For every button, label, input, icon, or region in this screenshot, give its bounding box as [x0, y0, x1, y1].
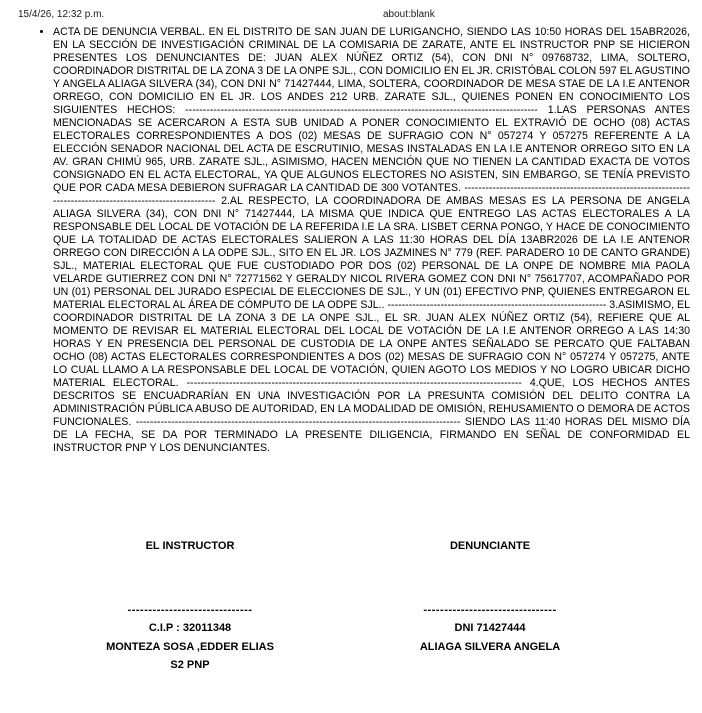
signature-cip-number: C.I.P : 32011348	[148, 622, 232, 634]
signature-role-complainant: DENUNCIANTE	[449, 540, 531, 552]
print-header-source: about:blank	[383, 9, 435, 20]
signature-dni-number: DNI 71427444	[454, 622, 526, 634]
signature-name-instructor: MONTEZA SOSA ,EDDER ELIAS	[106, 640, 274, 653]
signature-name-complainant: ALIAGA SILVERA ANGELA	[419, 640, 561, 653]
signature-role-instructor: EL INSTRUCTOR	[145, 540, 235, 552]
signature-block-complainant	[340, 540, 640, 656]
signature-block-instructor	[40, 540, 340, 675]
signature-section	[0, 540, 702, 680]
signature-line-complainant: --------------------------------	[423, 604, 557, 616]
print-header-datetime: 15/4/26, 12:32 p.m.	[18, 9, 105, 20]
acta-paragraph: • ACTA DE DENUNCIA VERBAL. EN EL DISTRITO DE SAN JUAN DE LURIGANCHO, SIENDO LAS 10:50 HORAS DEL 15ABR2026, EN LA SECCIÓN DE INVESTIGACIÓN CRIMINAL DE LA COMISARIA DE ZARATE, ANTE EL INSTRUCTOR PNP SE HICIERON PRESENTES LOS DENUNCIANTES DE: JUAN ALEX NÚÑEZ ORTIZ (54), CON DNI N° 09768732, LIMA, SOLTERO, COORDINADOR DISTRITAL DE LA ZONA 3 DE LA ONPE SJL., CON DOMICILIO EN EL JR. CRISTÓBAL COLON 597 EL AGUSTINO Y ANGELA ALIAGA SILVERA (34), CON DNI N° 71427444, LIMA, SOLTERA, COORDINADOR DE MESA STAE DE LA I.E ANTENOR ORREGO, CON DOMICILIO EN EL JR. LOS ANDES 212 URB. ZARATE SJL., QUIENES PONEN EN CONOCIMIENTO LOS SIGUIENTES HECHOS: ---------------------------------------------------------------------------------------------------- 1.LAS PERSONAS ANTES MENCIONADAS SE ACERCARON A ESTA SUB UNIDAD A PONER CONOCIMIENTO EL EXTRAVIÓ DE OCHO (08) ACTAS ELECTORALES CORRESPONDIENTES A DOS (02) MESAS DE SUFRAGIO CON N° 057274 Y 057275 REFERENTE A LA ELECCIÓN SENADOR NACIONAL DEL ACTA DE ESCRUTINIO, MESAS INSTALADAS EN LA I.E ANTENOR ORREGO SITO EN LA AV. GRAN CHIMÚ 965, URB. ZARATE SJL., ASIMISMO, HACEN MENCIÓN QUE NO TIENEN LA CANTIDAD EXACTA DE VOTOS CONSIGNADO EN EL ACTA ELECTORAL, YA QUE ALGUNOS ELECTORES NO ASISTEN, SIN EMBARGO, SE TENÍA PREVISTO QUE POR CADA MESA DEBIERON SUFRAGAR LA CANTIDAD DE 300 VOTANTES. -------------------------------------------------------------------------------------------------------------- 2.AL RESPECTO, LA COORDINADORA DE AMBAS MESAS ES LA PERSONA DE ANGELA ALIAGA SILVERA (34), CON DNI N° 71427444, LA MISMA QUE INDICA QUE ENTREGO LAS ACTAS ELECTORALES A LA RESPONSABLE DEL LOCAL DE VOTACIÓN DE LA REFERIDA I.E LA SRA. LISBET CERNA PONGO, Y HACE DE CONOCIMIENTO QUE LA TOTALIDAD DE ACTAS ELECTORALES SALIERON A LAS 11:30 HORAS DEL DÍA 13ABR2026 DE LA I.E ANTENOR ORREGO CON DIRECCIÓN A LA ODPE SJL., SITO EN EL JR. LOS JAZMINES N° 779 (REF. PARADERO 10 DE CANTO GRANDE) SJL., MATERIAL ELECTORAL QUE FUE CUSTODIADO POR DOS (02) PERSONAL DE LA ONPE DE NOMBRE MIA PAOLA VELARDE GUTIERREZ CON DNI N° 72771562 Y GERALDY NICOL RIVERA GOMEZ CON DNI N° 75617707, ACOMPAÑADO POR UN (01) PERSONAL DEL JURADO ESPECIAL DE ELECCIONES DE SJL., Y UN (01) EFECTIVO PNP, QUIENES ENTREGARON EL MATERIAL ELECTORAL AL ÁREA DE CÓMPUTO DE LA ODPE SJL.. -------------------------------------------------------------- 3.ASIMISMO, EL COORDINADOR DISTRITAL DE LA ZONA 3 DE LA ONPE SJL., EL SR. JUAN ALEX NÚÑEZ ORTIZ (54), REFIERE QUE AL MOMENTO DE REVISAR EL MATERIAL ELECTORAL DEL LOCAL DE VOTACIÓN DE LA I.E ANTENOR ORREGO A LAS 14:30 HORAS Y EN PRESENCIA DEL PERSONAL DE CUSTODIA DE LA ONPE ANTES SEÑALADO SE PERCATO QUE FALTABAN OCHO (08) ACTAS ELECTORALES CORRESPONDIENTES A DOS (02) MESAS DE SUFRAGIO CON N° 057274 Y 057275, ANTE LO CUAL LLAMO A LA RESPONSABLE DEL LOCAL DE VOTACIÓN, QUIEN AGOTO LOS MEDIOS Y NO LOGRO UBICAR DICHO MATERIAL ELECTORAL. ----------------------------------------------------------------------------------------------- 4.QUE, LOS HECHOS ANTES DESCRITOS SE ENCUADRARÍAN EN UNA INVESTIGACIÓN POR LA PRESUNTA COMISIÓN DEL DELITO CONTRA LA ADMINISTRACIÓN PÚBLICA ABUSO DE AUTORIDAD, EN LA MODALIDAD DE OMISIÓN, REHUSAMIENTO O DEMORA DE ACTOS FUNCIONALES. -------------------------------------------------------------------------------------------- SIENDO LAS 11:40 HORAS DEL MISMO DÍA DE LA FECHA, SE DA POR TERMINADO LA PRESENTE DILIGENCIA, FIRMANDO EN SEÑAL DE CONFORMIDAD EL INSTRUCTOR PNP Y LOS DENUNCIANTES.	[53, 26, 690, 455]
acta-body-list	[0, 26, 702, 455]
signature-line-instructor: ------------------------------	[127, 604, 253, 616]
signature-rank-instructor: S2 PNP	[170, 659, 210, 671]
